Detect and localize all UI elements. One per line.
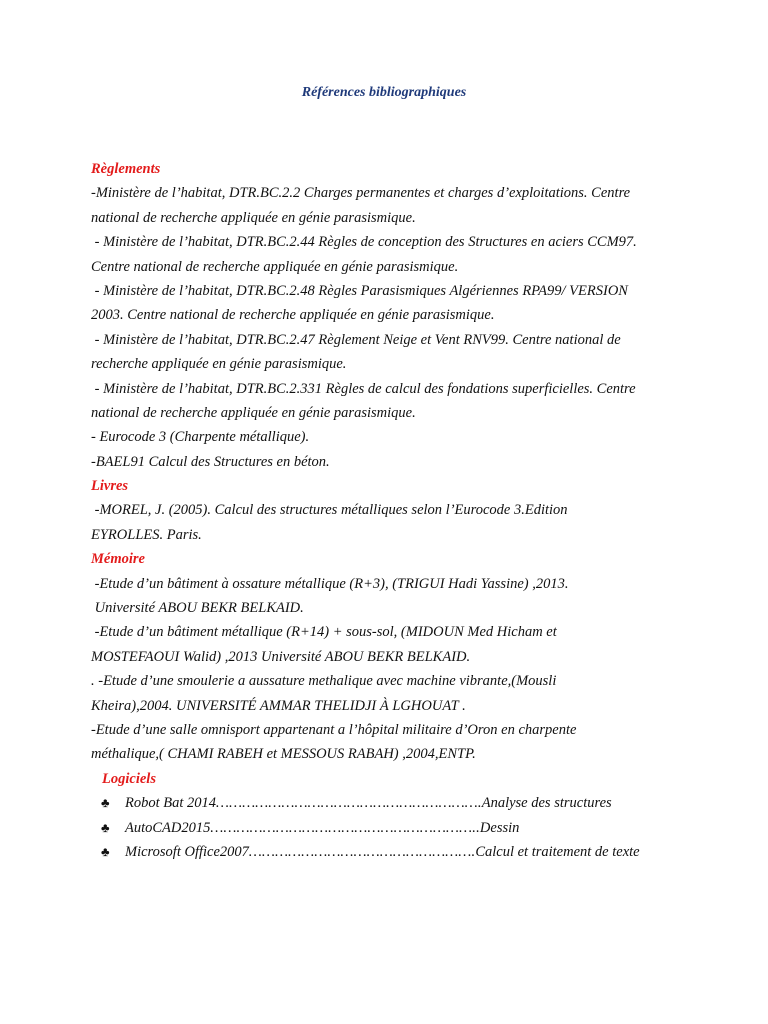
- memoire-line: -Etude d’une salle omnisport appartenant a l’hôpital militaire d’Oron en charpente: [91, 721, 577, 738]
- reglements-line: - Ministère de l’habitat, DTR.BC.2.48 Règles Parasismiques Algériennes RPA99/ VERSION: [91, 282, 628, 299]
- reglements-line: 2003. Centre national de recherche appliquée en génie parasismique.: [91, 307, 495, 324]
- section-heading-reglements: Règlements: [91, 161, 161, 177]
- club-bullet-icon: ♣: [101, 795, 110, 811]
- page-title: Références bibliographiques: [301, 85, 467, 100]
- list-item: [91, 840, 691, 864]
- livres-line: -MOREL, J. (2005). Calcul des structures métalliques selon l’Eurocode 3.Edition: [91, 502, 568, 519]
- software-name: Robot Bat 2014: [125, 795, 217, 812]
- leader-dots: …………………………………………………….: [216, 795, 482, 812]
- list-item: [91, 816, 691, 840]
- software-name: AutoCAD2015: [125, 819, 211, 836]
- livres-line: EYROLLES. Paris.: [91, 526, 202, 543]
- software-list: [91, 791, 691, 864]
- memoire-line: -Etude d’un bâtiment à ossature métallique (R+3), (TRIGUI Hadi Yassine) ,2013.: [91, 575, 569, 592]
- software-use: Analyse des structures: [481, 795, 612, 812]
- reglements-line: Centre national de recherche appliquée en génie parasismique.: [91, 258, 459, 275]
- reglements-line: -BAEL91 Calcul des Structures en béton.: [91, 453, 330, 470]
- memoire-line: -Etude d’un bâtiment métallique (R+14) + sous-sol, (MIDOUN Med Hicham et: [91, 624, 557, 641]
- reglements-line: - Ministère de l’habitat, DTR.BC.2.331 Règles de calcul des fondations superficielles. Centre: [91, 380, 636, 397]
- software-use: Calcul et traitement de texte: [475, 843, 640, 860]
- leader-dots: …………………………………………….: [248, 843, 476, 860]
- reglements-line: recherche appliquée en génie parasismique.: [91, 356, 347, 373]
- club-bullet-icon: ♣: [101, 819, 110, 835]
- section-heading-memoire: Mémoire: [91, 551, 145, 568]
- bibliography-content: [91, 157, 691, 864]
- memoire-line: MOSTEFAOUI Walid) ,2013 Université ABOU BEKR BELKAID.: [91, 648, 471, 665]
- memoire-line: Université ABOU BEKR BELKAID.: [91, 600, 304, 617]
- memoire-line: . -Etude d’une smoulerie a aussature methalique avec machine vibrante,(Mousli: [91, 673, 557, 690]
- reglements-line: -Ministère de l’habitat, DTR.BC.2.2 Charges permanentes et charges d’exploitations. Centre: [91, 185, 631, 202]
- reglements-line: national de recherche appliquée en génie parasismique.: [91, 209, 416, 226]
- software-use: Dessin: [479, 819, 520, 836]
- club-bullet-icon: ♣: [101, 843, 110, 859]
- reglements-line: - Eurocode 3 (Charpente métallique).: [91, 429, 310, 446]
- reglements-line: national de recherche appliquée en génie parasismique.: [91, 404, 416, 421]
- reglements-line: - Ministère de l’habitat, DTR.BC.2.47 Règlement Neige et Vent RNV99. Centre national de: [91, 331, 621, 348]
- memoire-line: méthalique,( CHAMI RABEH et MESSOUS RABAH) ,2004,ENTP.: [91, 746, 476, 763]
- section-heading-livres: Livres: [91, 478, 129, 495]
- list-item: [91, 791, 691, 815]
- reglements-line: - Ministère de l’habitat, DTR.BC.2.44 Règles de conception des Structures en aciers CCM97.: [91, 234, 637, 251]
- memoire-line: Kheira),2004. UNIVERSITÉ AMMAR THELIDJI À LGHOUAT .: [91, 697, 466, 714]
- software-name: Microsoft Office2007: [125, 843, 249, 860]
- leader-dots: ……………………………………………………..: [210, 819, 480, 836]
- section-heading-logiciels: Logiciels: [102, 770, 156, 787]
